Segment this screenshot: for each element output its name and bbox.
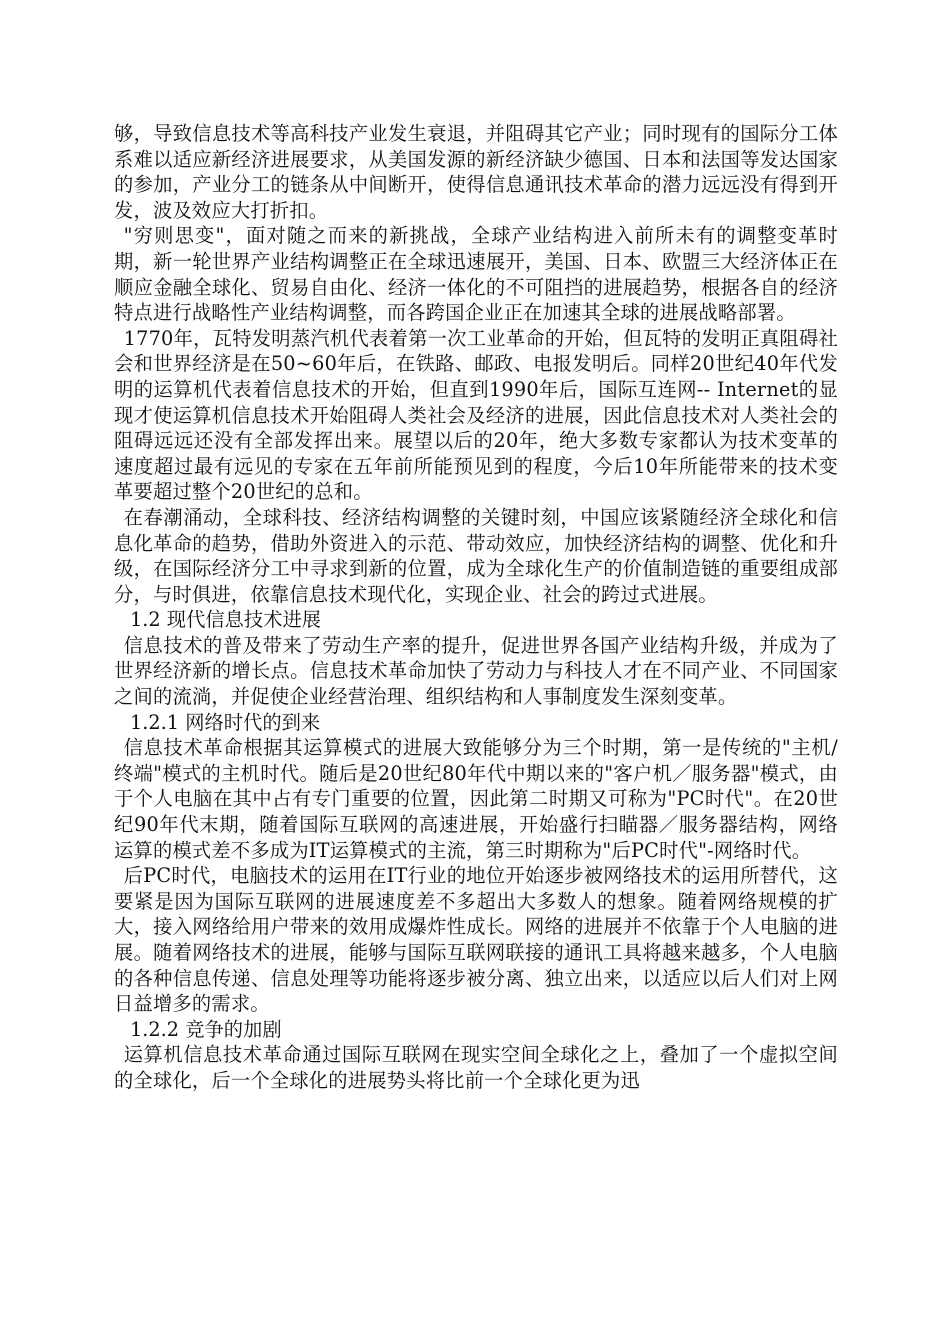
document-page <box>114 121 838 1094</box>
paragraph-3: 1770年，瓦特发明蒸汽机代表着第一次工业革命的开始，但瓦特的发明正真阻碍社会和世界经济是在50~60年后，在铁路、邮政、电报发明后。同样20世纪40年代发明的运算机代表着信息技术的开始，但直到1990年后，国际互连网-- Internet的显现才使运算机信息技术开始阻碍人类社会及经济的进展，因此信息技术对人类社会的阻碍远远还没有全部发挥出来。展望以后的20年，绝大多数专家都认为技术变革的速度超过最有远见的专家在五年前所能预见到的程度，今后10年所能带来的技术变革要超过整个20世纪的总和。 <box>114 326 838 504</box>
paragraph-1: 够，导致信息技术等高科技产业发生衰退，并阻碍其它产业；同时现有的国际分工体系难以适应新经济进展要求，从美国发源的新经济缺少德国、日本和法国等发达国家的参加，产业分工的链条从中间断开，使得信息通讯技术革命的潜力远远没有得到开发，波及效应大打折扣。 <box>114 122 838 222</box>
paragraph-6: 信息技术革命根据其运算模式的进展大致能够分为三个时期，第一是传统的"主机/终端"模式的主机时代。随后是20世纪80年代中期以来的"客户机／服务器"模式，由于个人电脑在其中占有专门重要的位置，因此第二时期又可称为"PC时代"。在20世纪90年代末期，随着国际互联网的高速进展，开始盛行扫瞄器／服务器结构，网络运算的模式差不多成为IT运算模式的主流，第三时期称为"后PC时代"-网络时代。 <box>114 736 838 862</box>
paragraph-2: "穷则思变"，面对随之而来的新挑战，全球产业结构进入前所未有的调整变革时期，新一轮世界产业结构调整正在全球迅速展开，美国、日本、欧盟三大经济体正在顺应金融全球化、贸易自由化、经济一体化的不可阻挡的进展趋势，根据各自的经济特点进行战略性产业结构调整，而各跨国企业正在加速其全球的进展战略部署。 <box>114 224 838 325</box>
paragraph-7: 后PC时代，电脑技术的运用在IT行业的地位开始逐步被网络技术的运用所替代，这要紧是因为国际互联网的进展速度差不多超出大多数人的想象。随着网络规模的扩大，接入网络给用户带来的效用成爆炸性成长。网络的进展并不依靠于个人电脑的进展。随着网络技术的进展，能够与国际互联网联接的通讯工具将越来越多，个人电脑的各种信息传递、信息处理等功能将逐步被分离、独立出来，以适应以后人们对上网日益增多的需求。 <box>114 864 838 1016</box>
paragraph-5: 信息技术的普及带来了劳动生产率的提升，促进世界各国产业结构升级，并成为了世界经济新的增长点。信息技术革命加快了劳动力与科技人才在不同产业、不同国家之间的流淌，并促使企业经营治理、组织结构和人事制度发生深刻变革。 <box>114 633 838 709</box>
paragraph-8: 运算机信息技术革命通过国际互联网在现实空间全球化之上，叠加了一个虚拟空间的全球化，后一个全球化的进展势头将比前一个全球化更为迅 <box>114 1043 838 1092</box>
section-heading-1-2-2: 1.2.2 竞争的加剧 <box>130 1017 282 1041</box>
paragraph-4: 在春潮涌动，全球科技、经济结构调整的关键时刻，中国应该紧随经济全球化和信息化革命的趋势，借助外资进入的示范、带动效应，加快经济结构的调整、优化和升级，在国际经济分工中寻求到新的位置，成为全球化生产的价值制造链的重要组成部分，与时俱进，依靠信息技术现代化，实现企业、社会的跨过式进展。 <box>114 505 838 606</box>
section-heading-1-2-1: 1.2.1 网络时代的到来 <box>130 710 321 734</box>
section-heading-1-2: 1.2 现代信息技术进展 <box>130 608 322 632</box>
